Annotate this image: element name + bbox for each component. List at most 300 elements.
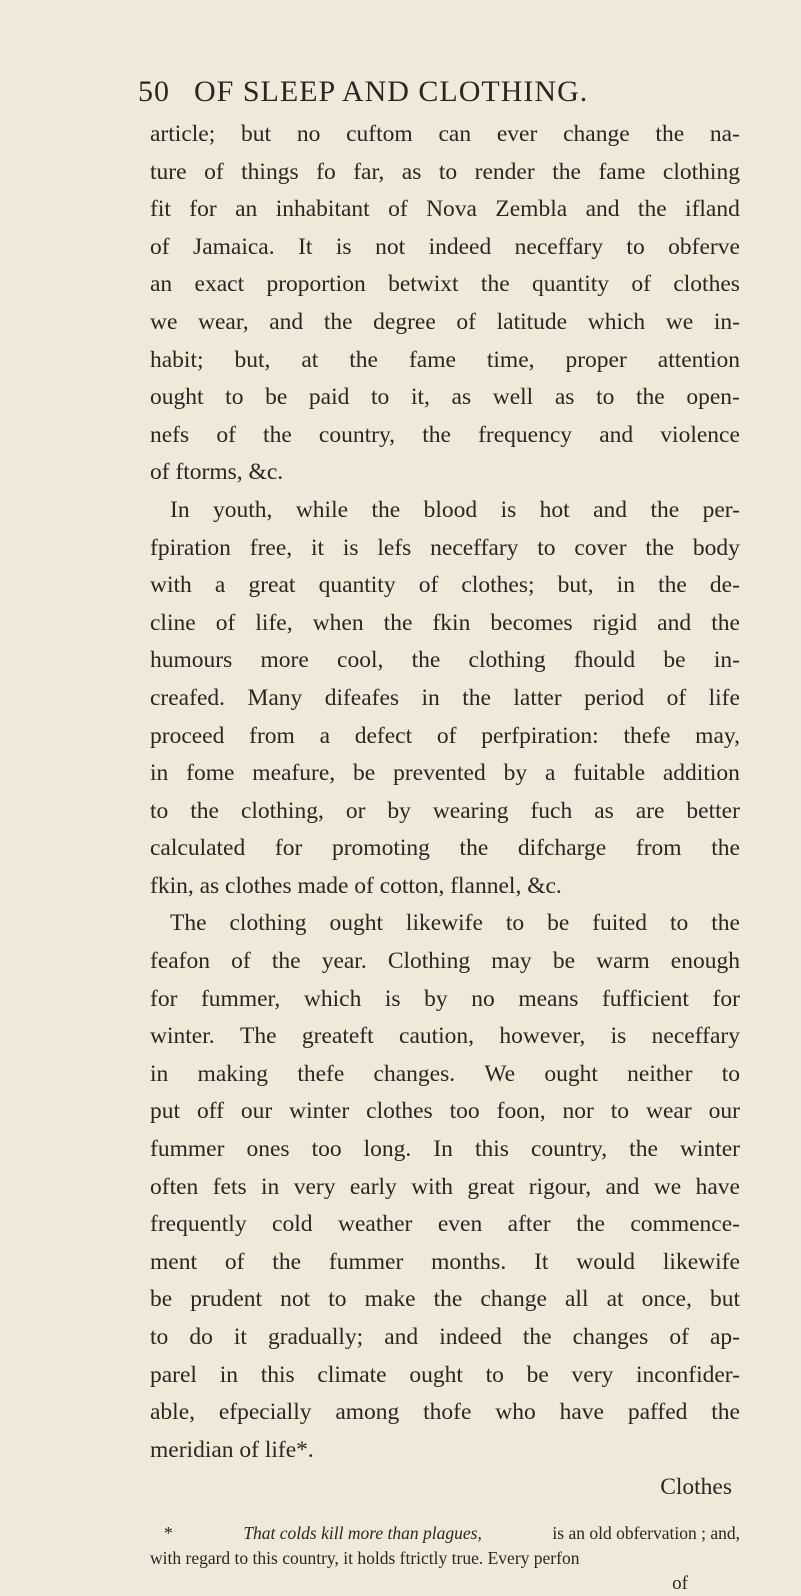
word: meafure, [252,760,336,787]
word: months. [431,1248,507,1275]
word: prevented [393,760,486,787]
text-line [150,1319,740,1357]
word: wearing [432,797,509,824]
word: We [484,1060,516,1087]
word: to [721,1060,740,1087]
word: the [650,496,680,523]
word: able, [150,1399,196,1426]
word: changes. [373,1060,456,1087]
text-line [150,905,740,943]
word: of [216,421,236,448]
word: very [571,1361,614,1388]
text-line [150,1432,740,1470]
word: fome [186,760,235,787]
word: may [491,948,532,975]
word: greateft [301,1023,374,1050]
word: thefe [623,722,671,749]
word: of [418,572,439,599]
page-number: 50 [138,75,170,108]
word: caution, [399,1023,475,1050]
word: no [296,121,321,147]
word: latitude [496,308,568,335]
word: the [552,158,581,185]
word: as [594,797,614,824]
word: but, [557,572,594,599]
word: who [495,1399,536,1426]
word: be [547,910,570,937]
word: as [401,158,422,185]
word: and [657,609,692,636]
text-line [150,116,740,154]
word: to [505,910,525,937]
word: proceed [150,722,225,749]
word: in [219,1361,238,1388]
line-text: meridian of life*. [150,1436,314,1463]
word: changes [572,1324,649,1350]
word: habit; [150,346,204,373]
word: and [269,308,304,335]
word: for [150,985,178,1012]
word: would [576,1248,636,1275]
word: the [522,1324,552,1350]
word: fets [212,1173,247,1200]
word: be [526,1361,549,1388]
catchword: Clothes [660,1474,732,1501]
word: per- [702,496,740,523]
word: however, [499,1023,586,1050]
word: of [224,1248,245,1275]
footnote-marker: * [164,1523,173,1543]
text-line [150,1056,740,1094]
word: feafon [150,948,211,975]
text-line [150,1394,740,1432]
word: of [666,684,687,711]
word: is [610,1023,627,1050]
word: the [263,421,292,448]
word: may, [695,722,740,749]
word: In [170,496,190,523]
word: can [438,121,472,147]
word: but [709,1286,740,1313]
word: open- [686,384,740,411]
text-line [150,379,740,417]
word: the [422,421,451,448]
word: time, [486,346,535,373]
word: the [637,196,667,223]
word: of [631,271,651,298]
word: parel [150,1361,197,1388]
word: year. [321,948,367,975]
word: very [293,1173,336,1200]
word: as [554,384,575,411]
word: blood [423,496,478,523]
word: winter [289,1098,350,1125]
word: our [240,1098,273,1125]
word: body [692,534,740,561]
word: in [616,572,635,599]
word: the [576,1211,605,1238]
word: likewife [405,910,483,937]
word: winter [679,1136,740,1163]
word: from [249,722,295,749]
word: clothes [673,271,740,298]
word: this [474,1136,509,1163]
word: and [599,421,634,448]
word: weather [337,1211,413,1238]
word: are [635,797,665,824]
word: ought [150,384,204,411]
word: Many [247,684,303,711]
word: in- [713,647,740,674]
word: In [433,1136,453,1163]
word: far, [353,158,385,185]
word: of [204,158,224,185]
text-line [150,154,740,192]
word: make [364,1286,416,1313]
word: life [708,684,740,711]
word: the [462,684,491,711]
footnote-quote: That colds kill more than plagues, [243,1523,482,1543]
word: when [312,609,364,636]
word: we [653,1173,682,1200]
word: indeed [428,233,492,260]
word: well [492,384,534,411]
word: even [437,1211,483,1238]
running-title: OF SLEEP AND CLOTHING. [194,75,589,108]
word: the [271,948,301,975]
text-line [150,1357,740,1395]
word: to [150,797,169,824]
word: which [587,308,646,335]
word: the [323,308,353,335]
text-line [150,605,740,643]
word: clothing [229,910,307,937]
word: clothing, [240,797,324,824]
word: the [711,609,740,636]
word: at [606,1286,624,1313]
word: quantity [318,572,396,599]
word: a [214,572,226,599]
word: be [265,384,288,411]
word: violence [660,421,740,448]
text-line [150,943,740,981]
word: better [686,797,740,824]
word: creafed. [150,684,225,711]
word: foon, [496,1098,546,1125]
word: the [711,835,740,862]
word: to [438,158,458,185]
word: nor [562,1098,594,1125]
word: by [424,985,448,1012]
word: calculated [150,835,246,862]
word: efpecially [218,1399,312,1426]
word: have [695,1173,740,1200]
word: latter [513,684,562,711]
line-text: fkin, as clothes made of cotton, flannel, &c. [150,872,562,899]
word: commence- [630,1211,740,1238]
word: change [563,121,630,147]
word: lefs [377,534,412,561]
word: gradually; [267,1324,364,1350]
text-line [150,642,740,680]
word: fpiration [150,534,231,561]
word: ought [329,910,383,937]
word: as [451,384,472,411]
body-text [150,116,740,1507]
word: perfpiration: [481,722,599,749]
text-line [150,191,740,229]
word: this [260,1361,295,1388]
word: be [663,647,686,674]
word: nefs [150,421,190,448]
text-line [150,229,740,267]
word: with [150,572,192,599]
word: indeed [439,1324,502,1350]
word: article; [150,121,216,147]
word: to [626,233,645,260]
word: country, [530,1136,608,1163]
word: while [295,496,349,523]
word: ever [496,121,538,147]
word: It [298,233,313,260]
text-line [150,1244,740,1282]
text-line [150,981,740,1019]
word: the [711,1399,740,1426]
footnote-line [150,1521,740,1546]
word: put [150,1098,181,1125]
word: to [485,1361,504,1388]
running-header [138,74,738,110]
word: by [387,797,411,824]
word: clothes; [461,572,535,599]
word: of [456,308,476,335]
word: fummer [150,1136,225,1163]
word: neither [627,1060,693,1087]
word: is [500,496,517,523]
word: the [433,1286,463,1313]
word: it [233,1324,247,1350]
word: great [248,572,296,599]
word: be [552,948,575,975]
text-line [150,755,740,793]
word: Nova [426,196,477,223]
text-line [150,417,740,455]
word: is [342,534,359,561]
text-line [150,342,740,380]
word: a [319,722,330,749]
word: be [353,760,376,787]
word: climate [317,1361,387,1388]
word: to [225,384,244,411]
word: rigour, [528,1173,592,1200]
word: country, [318,421,396,448]
footnote-catchword-line [150,1571,740,1596]
word: for [712,985,740,1012]
text-line [150,830,740,868]
word: Zembla [495,196,568,223]
word: wear, [198,308,249,335]
footnote [150,1521,740,1596]
word: betwixt [388,271,459,298]
word: quantity [532,271,610,298]
word: it, [410,384,430,411]
word: do [189,1324,213,1350]
word: promoting [331,835,430,862]
word: fame [598,158,646,185]
word: fit [150,196,171,223]
word: inhabitant [275,196,370,223]
word: cold [272,1211,313,1238]
word: humours [150,647,233,674]
word: to [371,384,390,411]
text-line [150,454,740,492]
word: difcharge [517,835,607,862]
word: which [303,985,362,1012]
word: cover [574,534,627,561]
word: a [544,760,556,787]
text-line [150,1281,740,1319]
word: paffed [627,1399,688,1426]
word: or [345,797,366,824]
word: exact [194,271,245,298]
word: the [480,271,510,298]
word: likewife [662,1248,740,1275]
word: the [629,1136,658,1163]
word: an [235,196,258,223]
word: fufficient [601,985,689,1012]
word: the [272,1248,302,1275]
word: life, [255,609,293,636]
word: ifland [685,196,740,223]
text-line [150,304,740,342]
word: of [436,722,457,749]
word: all [565,1286,589,1313]
word: early [349,1173,397,1200]
word: becomes [490,609,573,636]
text-line [150,1169,740,1207]
word: neceffary [430,534,519,561]
word: of [388,196,408,223]
word: warm [596,948,650,975]
word: the [459,835,489,862]
word: things [241,158,299,185]
word: ought [409,1361,463,1388]
word: and [585,196,620,223]
word: thefe [297,1060,345,1087]
word: the [658,572,687,599]
word: in- [713,308,740,335]
text-line [150,1206,740,1244]
word: thofe [423,1399,472,1426]
word: is [335,233,352,260]
word: to [537,534,556,561]
word: period [584,684,645,711]
word: fummer [328,1248,404,1275]
word: fuitable [573,760,646,787]
word: an [150,271,173,298]
word: from [635,835,682,862]
word: na- [709,121,740,147]
word: the [190,797,219,824]
word: frequently [150,1211,247,1238]
word: defect [354,722,413,749]
word: free, [249,534,293,561]
word: too [311,1136,342,1163]
word: cline [150,609,196,636]
word: prudent [190,1286,263,1313]
word: the [411,647,441,674]
word: and [384,1324,419,1350]
word: long. [363,1136,412,1163]
catchword-line [150,1469,740,1507]
word: frequency [478,421,573,448]
word: too [449,1098,480,1125]
word: youth, [213,496,273,523]
word: we [150,308,178,335]
word: the [349,346,378,373]
text-line [150,492,740,530]
word: difeafes [324,684,400,711]
word: to [150,1324,169,1350]
word: no [471,985,495,1012]
word: fo [316,158,336,185]
word: in [261,1173,280,1200]
word: the [371,496,401,523]
word: to [669,910,689,937]
word: off [196,1098,224,1125]
word: for [189,196,217,223]
word: It [534,1248,549,1275]
word: the [711,910,740,937]
word: to [610,1098,630,1125]
word: neceffary [651,1023,740,1050]
text-line [150,567,740,605]
word: of [669,1324,689,1350]
word: and [593,496,628,523]
word: with [411,1173,453,1200]
line-text: of ftorms, &c. [150,459,284,486]
word: degree [373,308,436,335]
word: rigid [592,609,638,636]
word: fkin [432,609,471,636]
word: clothing [662,158,740,185]
word: our [708,1098,740,1125]
word: fuited [592,910,648,937]
word: for [274,835,303,862]
word: hot [539,496,570,523]
text-line [150,868,740,906]
word: of [150,233,170,260]
text-line [150,266,740,304]
footnote-text: is an old obfervation ; and, [552,1523,740,1543]
word: ought [544,1060,598,1087]
word: ap- [709,1324,740,1350]
footnote-text: with regard to this country, it holds ftrictly true. Every perfon [150,1548,580,1568]
word: have [559,1399,604,1426]
word: once, [641,1286,692,1313]
word: of [215,609,236,636]
word: ment [150,1248,197,1275]
word: Clothing [387,948,471,975]
word: we [665,308,694,335]
word: neceffary [514,233,603,260]
word: be [150,1286,173,1313]
footnote-line [150,1546,740,1571]
word: fummer, [200,985,281,1012]
word: fhould [573,647,636,674]
word: paid [308,384,350,411]
word: clothes [366,1098,433,1125]
